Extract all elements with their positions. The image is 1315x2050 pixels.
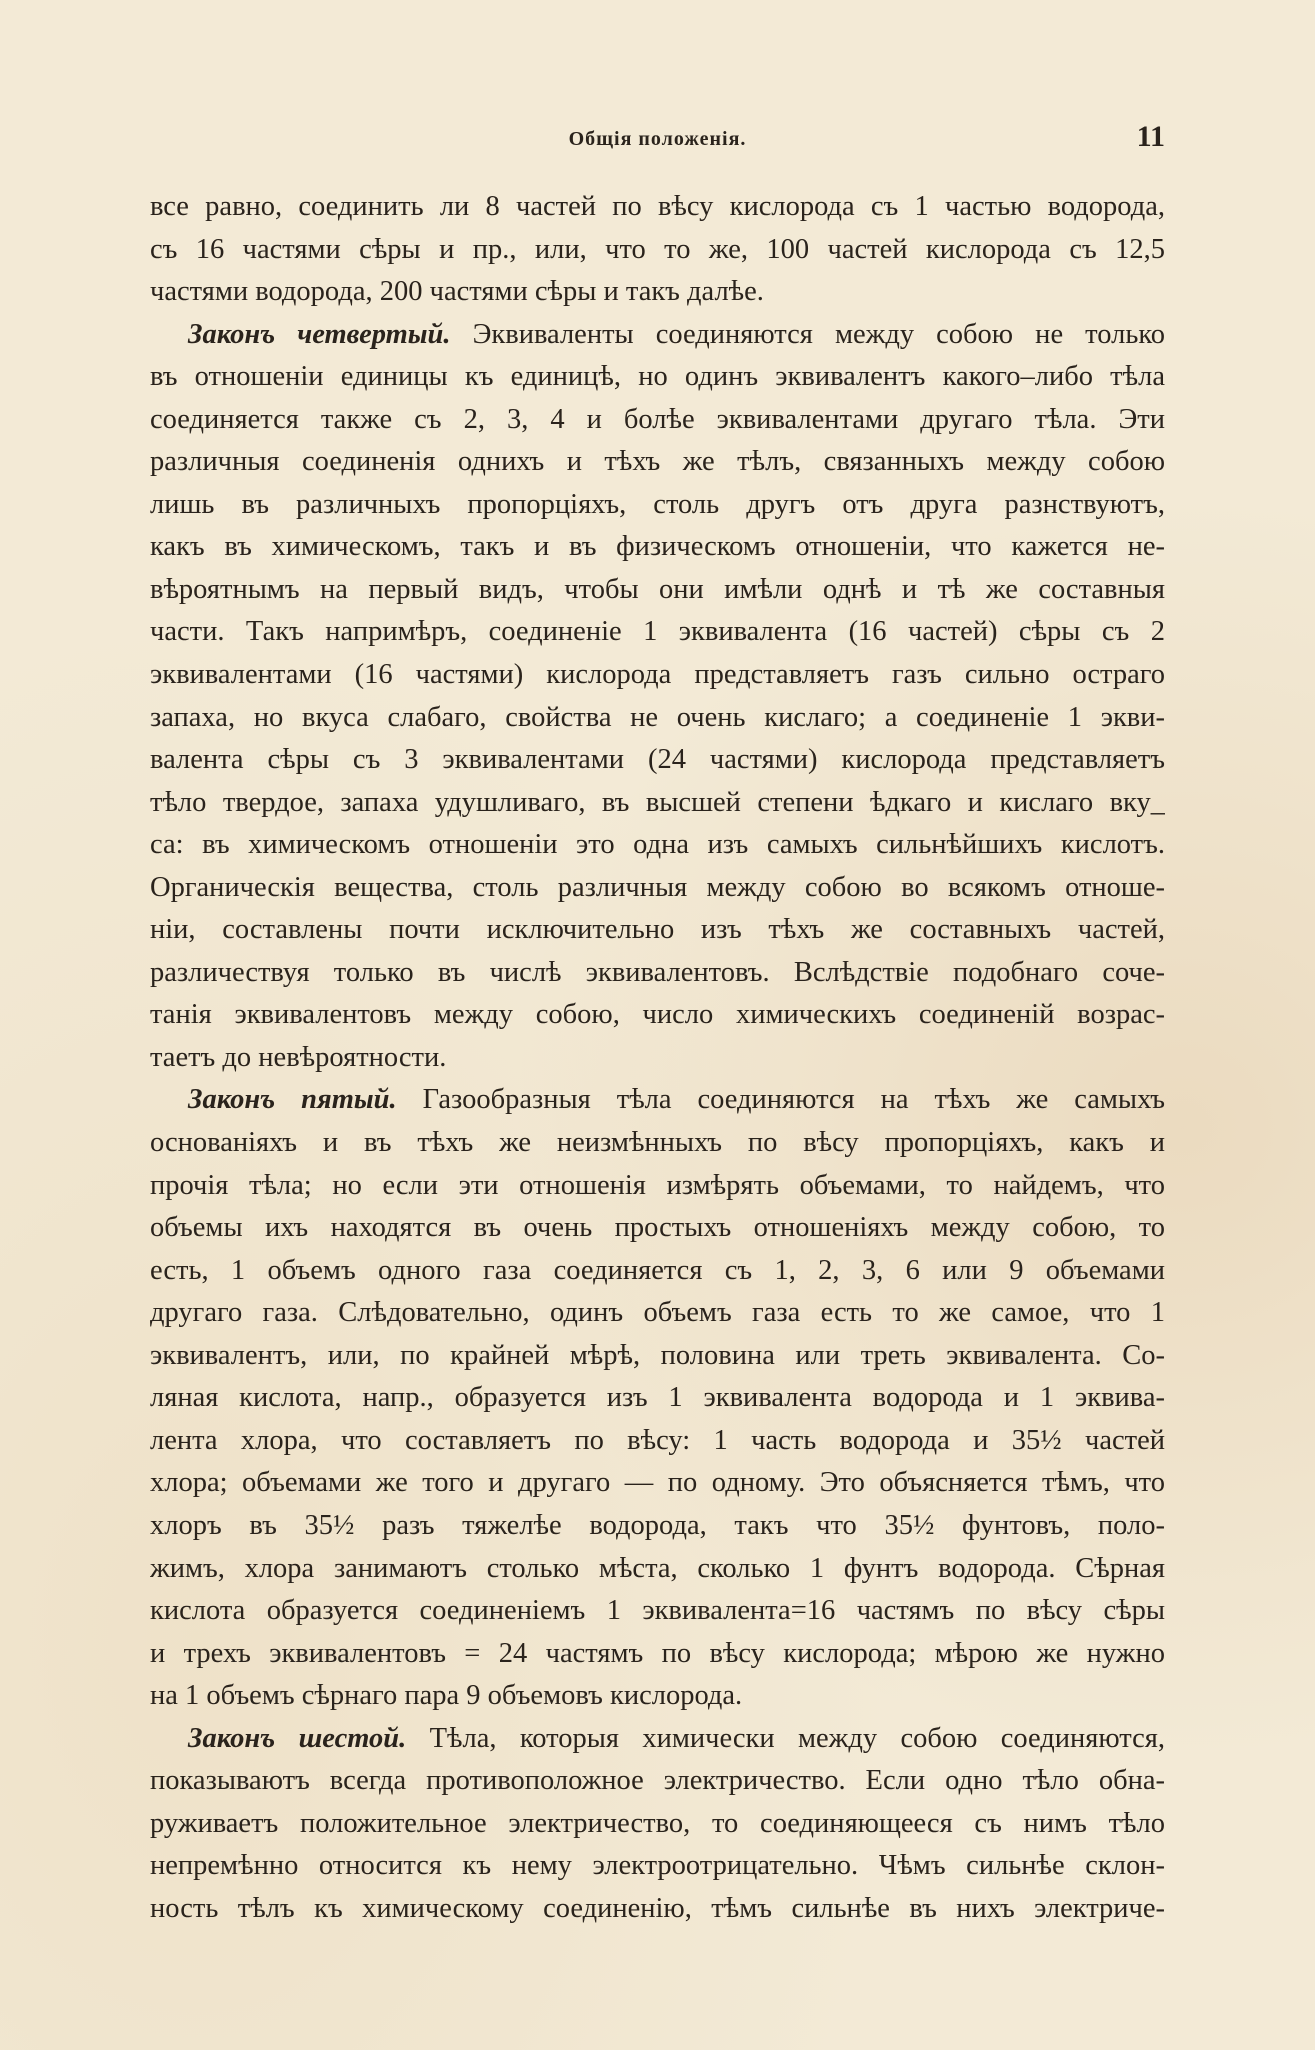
line-text: Органическія вещества, столь различныя между собою во всякомъ отноше- (150, 871, 1165, 903)
line-text: жимъ, хлора занимаютъ столько мѣста, сколько 1 фунтъ водорода. Сѣрная (150, 1552, 1165, 1584)
text-line (150, 271, 1165, 314)
text-line (150, 1590, 1165, 1633)
line-text: руживаетъ положительное электричество, то соединяющееся съ нимъ тѣло (150, 1807, 1165, 1839)
line-text: ніи, составлены почти исключительно изъ тѣхъ же составныхъ частей, (150, 914, 1165, 946)
line-text: кислота образуется соединеніемъ 1 эквивалента=16 частямъ по вѣсу сѣры (150, 1595, 1165, 1627)
text-line (150, 229, 1165, 272)
line-text: лента хлора, что составляетъ по вѣсу: 1 часть водорода и 35½ частей (150, 1424, 1165, 1456)
line-text: основаніяхъ и въ тѣхъ же неизмѣнныхъ по вѣсу пропорціяхъ, какъ и (150, 1127, 1165, 1159)
line-text: прочія тѣла; но если эти отношенія измѣрять объемами, то найдемъ, что (150, 1169, 1165, 1201)
text-line (150, 909, 1165, 952)
line-text: показываютъ всегда противоположное электричество. Если одно тѣло обна- (150, 1765, 1165, 1797)
line-text: и трехъ эквивалентовъ = 24 частямъ по вѣсу кислорода; мѣрою же нужно (150, 1637, 1165, 1669)
line-text: въ отношеніи единицы къ единицѣ, но одинъ эквивалентъ какого–либо тѣла (150, 361, 1165, 393)
line-text: Газообразныя тѣла соединяются на тѣхъ же самыхъ (396, 1084, 1165, 1116)
text-line (150, 1718, 1165, 1761)
text-line (150, 356, 1165, 399)
text-line (150, 1845, 1165, 1888)
text-line (150, 1888, 1165, 1931)
line-text: непремѣнно относится къ нему электроотрицательно. Чѣмъ сильнѣе склон- (150, 1850, 1165, 1882)
text-line (150, 782, 1165, 825)
text-line (150, 1079, 1165, 1122)
running-head: Общія положенія. (568, 128, 747, 150)
law-heading: Законъ пятый. (188, 1084, 397, 1116)
text-line (150, 1462, 1165, 1505)
text-line (150, 952, 1165, 995)
text-line (150, 569, 1165, 612)
text-line (150, 1803, 1165, 1846)
text-line (150, 739, 1165, 782)
text-line (150, 994, 1165, 1037)
line-text: какъ въ химическомъ, такъ и въ физическомъ отношеніи, что кажется не- (150, 531, 1165, 563)
line-text: Тѣла, которыя химически между собою соединяются, (406, 1722, 1165, 1754)
text-line (150, 526, 1165, 569)
line-text: съ 16 частями сѣры и пр., или, что то же, 100 частей кислорода съ 12,5 (150, 233, 1165, 265)
line-text: ляная кислота, напр., образуется изъ 1 эквивалента водорода и 1 эквива- (150, 1382, 1165, 1414)
text-line (150, 399, 1165, 442)
line-text: таетъ до невѣроятности. (150, 1041, 447, 1073)
text-line (150, 824, 1165, 867)
line-text: Эквиваленты соединяются между собою не только (450, 318, 1165, 350)
text-line (150, 1675, 1165, 1718)
line-text: различныя соединенія однихъ и тѣхъ же тѣлъ, связанныхъ между собою (150, 446, 1165, 478)
line-text: валента сѣры съ 3 эквивалентами (24 частями) кислорода представляетъ (150, 744, 1165, 776)
line-text: вѣроятнымъ на первый видъ, чтобы они имѣли однѣ и тѣ же составныя (150, 573, 1165, 605)
text-line (150, 1207, 1165, 1250)
text-line (150, 1633, 1165, 1676)
text-line (150, 1250, 1165, 1293)
text-line (150, 1037, 1165, 1080)
line-text: все равно, соединить ли 8 частей по вѣсу кислорода съ 1 частью водорода, (150, 191, 1165, 222)
line-text: хлора; объемами же того и другаго — по одному. Это объясняется тѣмъ, что (150, 1467, 1165, 1499)
line-text: эквивалентами (16 частями) кислорода представляетъ газъ сильно остраго (150, 659, 1165, 691)
text-line (150, 186, 1165, 229)
page-number: 11 (1136, 120, 1165, 153)
text-line (150, 1548, 1165, 1591)
page-header (150, 120, 1165, 160)
text-line (150, 611, 1165, 654)
text-line (150, 1420, 1165, 1463)
line-text: ность тѣлъ къ химическому соединенію, тѣмъ сильнѣе въ нихъ электриче- (150, 1892, 1165, 1924)
line-text: эквивалентъ, или, по крайней мѣрѣ, половина или треть эквивалента. Со- (150, 1339, 1165, 1371)
line-text: хлоръ въ 35½ разъ тяжелѣе водорода, такъ что 35½ фунтовъ, поло- (150, 1509, 1165, 1541)
line-text: танія эквивалентовъ между собою, число химическихъ соединеній возрас- (150, 999, 1165, 1031)
line-text: лишь въ различныхъ пропорціяхъ, столь другъ отъ друга разнствуютъ, (150, 488, 1165, 520)
line-text: запаха, но вкуса слабаго, свойства не очень кислаго; а соединеніе 1 экви- (150, 701, 1165, 733)
line-text: есть, 1 объемъ одного газа соединяется съ 1, 2, 3, 6 или 9 объемами (150, 1254, 1165, 1286)
text-line (150, 1377, 1165, 1420)
line-text: тѣло твердое, запаха удушливаго, въ высшей степени ѣдкаго и кислаго вку_ (150, 786, 1165, 818)
law-heading: Законъ четвертый. (188, 318, 451, 350)
body-text (150, 186, 1165, 1930)
text-line (150, 1122, 1165, 1165)
line-text: на 1 объемъ сѣрнаго пара 9 объемовъ кислорода. (150, 1680, 743, 1712)
text-line (150, 314, 1165, 357)
text-line (150, 697, 1165, 740)
line-text: различествуя только въ числѣ эквивалентовъ. Вслѣдствіе подобнаго соче- (150, 956, 1165, 988)
text-line (150, 867, 1165, 910)
text-line (150, 484, 1165, 527)
line-text: са: въ химическомъ отношеніи это одна изъ самыхъ сильнѣйшихъ кислотъ. (150, 829, 1165, 861)
text-line (150, 1165, 1165, 1208)
text-line (150, 441, 1165, 484)
line-text: соединяется также съ 2, 3, 4 и болѣе эквивалентами другаго тѣла. Эти (150, 403, 1165, 435)
text-line (150, 1335, 1165, 1378)
line-text: объемы ихъ находятся въ очень простыхъ отношеніяхъ между собою, то (150, 1212, 1165, 1244)
line-text: частями водорода, 200 частями сѣры и такъ далѣе. (150, 276, 764, 308)
law-heading: Законъ шестой. (188, 1722, 407, 1754)
text-line (150, 1505, 1165, 1548)
line-text: другаго газа. Слѣдовательно, одинъ объемъ газа есть то же самое, что 1 (150, 1297, 1165, 1329)
line-text: части. Такъ напримѣръ, соединеніе 1 эквивалента (16 частей) сѣры съ 2 (150, 616, 1165, 648)
text-line (150, 1292, 1165, 1335)
text-line (150, 1760, 1165, 1803)
text-line (150, 654, 1165, 697)
